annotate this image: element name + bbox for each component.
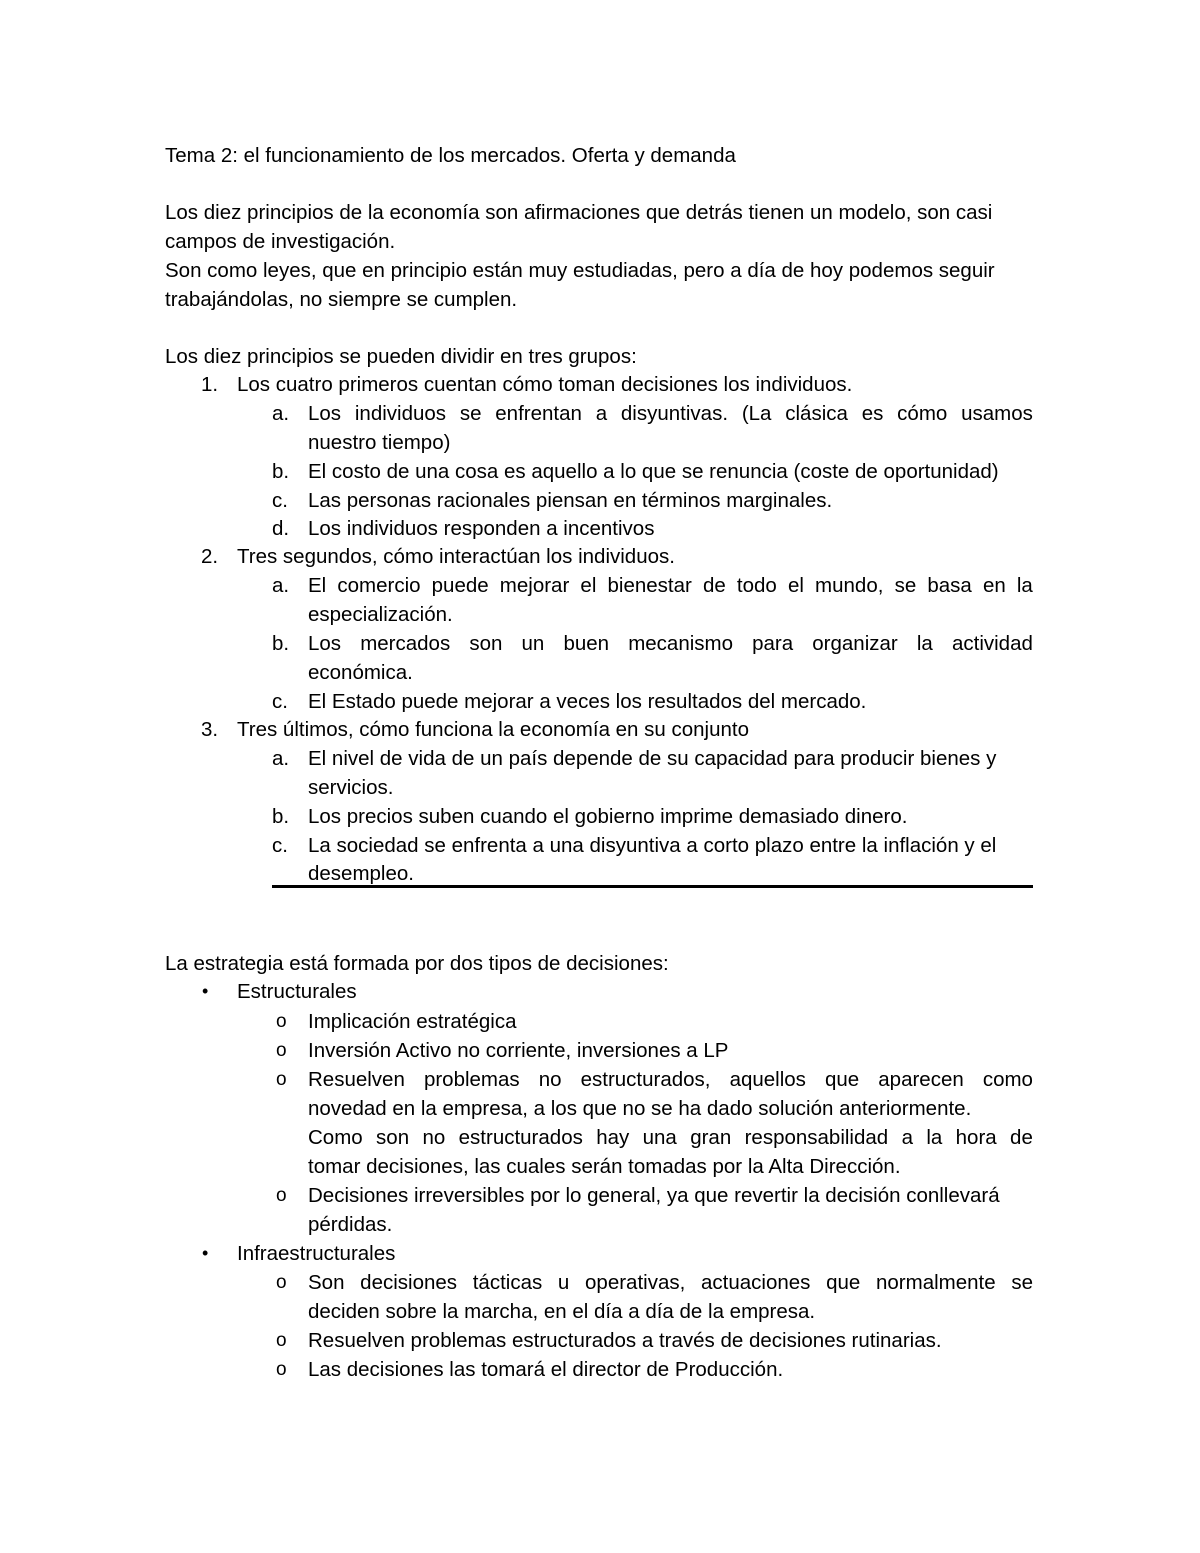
- word: Son: [308, 1271, 345, 1294]
- group-2-item-c-line-1: El Estado puede mejorar a veces los resultados del mercado.: [308, 690, 867, 713]
- estructurales-item-3-line-3: [308, 1123, 1033, 1152]
- group-1-item-a-marker: a.: [272, 402, 290, 425]
- strategy-type-estructurales: Estructurales: [237, 980, 357, 1003]
- word: individuos: [354, 402, 447, 425]
- word: mundo,: [815, 574, 884, 597]
- group-1-item-c-line-1: Las personas racionales piensan en términos marginales.: [308, 489, 833, 512]
- group-2-marker: 2.: [201, 545, 219, 568]
- word: a: [595, 402, 608, 425]
- group-2-item-a-marker: a.: [272, 574, 290, 597]
- group-1-item-a-line-2: nuestro tiempo): [308, 431, 451, 454]
- infraestructurales-item-1-line-2: deciden sobre la marcha, en el día a día de la empresa.: [308, 1300, 816, 1323]
- word: cómo: [897, 402, 948, 425]
- group-3-item-b-marker: b.: [272, 805, 290, 828]
- circle-bullet-icon: o: [276, 1272, 287, 1293]
- estructurales-item-3-line-2: novedad en la empresa, a los que no se ha dado solución anteriormente.: [308, 1097, 972, 1120]
- strategy-type-infraestructurales: Infraestructurales: [237, 1242, 396, 1265]
- bullet-icon: •: [202, 981, 209, 1001]
- word: mecanismo: [628, 632, 733, 655]
- word: basa: [927, 574, 972, 597]
- group-3-item-a-line-1: El nivel de vida de un país depende de su capacidad para producir bienes y: [308, 747, 997, 770]
- word: puede: [431, 574, 489, 597]
- word: una: [642, 1126, 677, 1149]
- word: como: [982, 1068, 1033, 1091]
- group-2-item-a-line-1: [308, 571, 1033, 600]
- word: para: [752, 632, 794, 655]
- word: clásica: [785, 402, 848, 425]
- group-1-item-c-marker: c.: [272, 489, 288, 512]
- word: buen: [563, 632, 610, 655]
- horizontal-rule: [272, 885, 1033, 888]
- group-2-item-b-line-1: [308, 629, 1033, 658]
- circle-bullet-icon: o: [276, 1185, 287, 1206]
- word: es: [861, 402, 884, 425]
- group-3-item-b-line-1: Los precios suben cuando el gobierno imprime demasiado dinero.: [308, 805, 908, 828]
- word: decisiones: [360, 1271, 458, 1294]
- estructurales-item-3-line-1: [308, 1065, 1033, 1094]
- circle-bullet-icon: o: [276, 1359, 287, 1380]
- group-1-marker: 1.: [201, 373, 219, 396]
- bullet-icon: •: [202, 1243, 209, 1263]
- word: son: [469, 632, 503, 655]
- word: la: [1016, 574, 1033, 597]
- word: la: [926, 1126, 943, 1149]
- infraestructurales-item-3: Las decisiones las tomará el director de Producción.: [308, 1358, 784, 1381]
- word: hay: [596, 1126, 630, 1149]
- group-3-text: Tres últimos, cómo funciona la economía en su conjunto: [237, 718, 750, 741]
- group-3-marker: 3.: [201, 718, 219, 741]
- word: tácticas: [472, 1271, 543, 1294]
- word: usamos: [961, 402, 1033, 425]
- word: mercados: [360, 632, 451, 655]
- word: se: [459, 402, 482, 425]
- group-1-item-b-marker: b.: [272, 460, 290, 483]
- word: comercio: [337, 574, 421, 597]
- word: de: [702, 574, 726, 597]
- word: Los: [308, 632, 342, 655]
- group-3-item-c-line-1: La sociedad se enfrenta a una disyuntiva a corto plazo entre la inflación y el: [308, 834, 997, 857]
- word: responsabilidad: [744, 1126, 889, 1149]
- group-2-item-b-line-2: económica.: [308, 661, 413, 684]
- word: normalmente: [876, 1271, 996, 1294]
- infraestructurales-item-1-line-1: [308, 1268, 1033, 1297]
- word: en: [982, 574, 1006, 597]
- word: estructurados: [458, 1126, 583, 1149]
- group-1-item-d-line-1: Los individuos responden a incentivos: [308, 517, 655, 540]
- group-1-item-a-line-1: [308, 399, 1033, 428]
- word: no: [422, 1126, 446, 1149]
- word: organizar: [812, 632, 898, 655]
- group-1-item-b-line-1: El costo de una cosa es aquello a lo que se renuncia (coste de oportunidad): [308, 460, 999, 483]
- word: aquellos: [729, 1068, 806, 1091]
- word: Como: [308, 1126, 363, 1149]
- estructurales-item-1: Implicación estratégica: [308, 1010, 517, 1033]
- word: aparecen: [878, 1068, 964, 1091]
- word: bienestar: [607, 574, 692, 597]
- circle-bullet-icon: o: [276, 1330, 287, 1351]
- group-2-item-c-marker: c.: [272, 690, 288, 713]
- word: actuaciones: [700, 1271, 811, 1294]
- word: todo: [736, 574, 777, 597]
- estructurales-item-3-line-4: tomar decisiones, las cuales serán tomadas por la Alta Dirección.: [308, 1155, 901, 1178]
- circle-bullet-icon: o: [276, 1011, 287, 1032]
- word: El: [308, 574, 327, 597]
- word: estructurados,: [580, 1068, 711, 1091]
- word: gran: [690, 1126, 732, 1149]
- intro-paragraph-1-line-2: campos de investigación.: [165, 230, 396, 253]
- intro-paragraph-1-line-1: Los diez principios de la economía son afirmaciones que detrás tienen un modelo, son casi: [165, 201, 993, 224]
- word: mejorar: [499, 574, 570, 597]
- group-2-item-a-line-2: especialización.: [308, 603, 453, 626]
- word: no: [538, 1068, 562, 1091]
- word: operativas,: [585, 1271, 686, 1294]
- word: hora: [955, 1126, 997, 1149]
- group-3-item-a-marker: a.: [272, 747, 290, 770]
- word: que: [826, 1271, 861, 1294]
- page-title: Tema 2: el funcionamiento de los mercados. Oferta y demanda: [165, 144, 736, 167]
- intro-paragraph-2-line-1: Son como leyes, que en principio están muy estudiadas, pero a día de hoy podemos seguir: [165, 259, 995, 282]
- word: Los: [308, 402, 342, 425]
- estructurales-item-4-line-1: Decisiones irreversibles por lo general, ya que revertir la decisión conllevará: [308, 1184, 1000, 1207]
- word: la: [916, 632, 933, 655]
- estructurales-item-4-line-2: pérdidas.: [308, 1213, 393, 1236]
- word: a: [901, 1126, 913, 1149]
- principles-heading: Los diez principios se pueden dividir en tres grupos:: [165, 345, 637, 368]
- group-3-item-c-line-2: desempleo.: [308, 862, 414, 885]
- word: actividad: [951, 632, 1033, 655]
- word: u: [557, 1271, 570, 1294]
- word: problemas: [423, 1068, 520, 1091]
- word: enfrentan: [495, 402, 582, 425]
- group-2-item-b-marker: b.: [272, 632, 290, 655]
- group-3-item-a-line-2: servicios.: [308, 776, 394, 799]
- word: el: [580, 574, 597, 597]
- word: de: [1010, 1126, 1033, 1149]
- word: un: [521, 632, 545, 655]
- word: que: [825, 1068, 860, 1091]
- estructurales-item-2: Inversión Activo no corriente, inversiones a LP: [308, 1039, 729, 1062]
- intro-paragraph-2-line-2: trabajándolas, no siempre se cumplen.: [165, 288, 518, 311]
- word: disyuntivas.: [620, 402, 729, 425]
- circle-bullet-icon: o: [276, 1040, 287, 1061]
- circle-bullet-icon: o: [276, 1069, 287, 1090]
- group-1-text: Los cuatro primeros cuentan cómo toman decisiones los individuos.: [237, 373, 853, 396]
- group-3-item-c-marker: c.: [272, 834, 288, 857]
- group-1-item-d-marker: d.: [272, 517, 290, 540]
- word: se: [894, 574, 917, 597]
- infraestructurales-item-2: Resuelven problemas estructurados a través de decisiones rutinarias.: [308, 1329, 942, 1352]
- group-2-text: Tres segundos, cómo interactúan los individuos.: [237, 545, 675, 568]
- strategy-heading: La estrategia está formada por dos tipos de decisiones:: [165, 952, 669, 975]
- word: el: [787, 574, 804, 597]
- word: Resuelven: [308, 1068, 405, 1091]
- word: se: [1011, 1271, 1033, 1294]
- word: son: [376, 1126, 410, 1149]
- word: (La: [741, 402, 772, 425]
